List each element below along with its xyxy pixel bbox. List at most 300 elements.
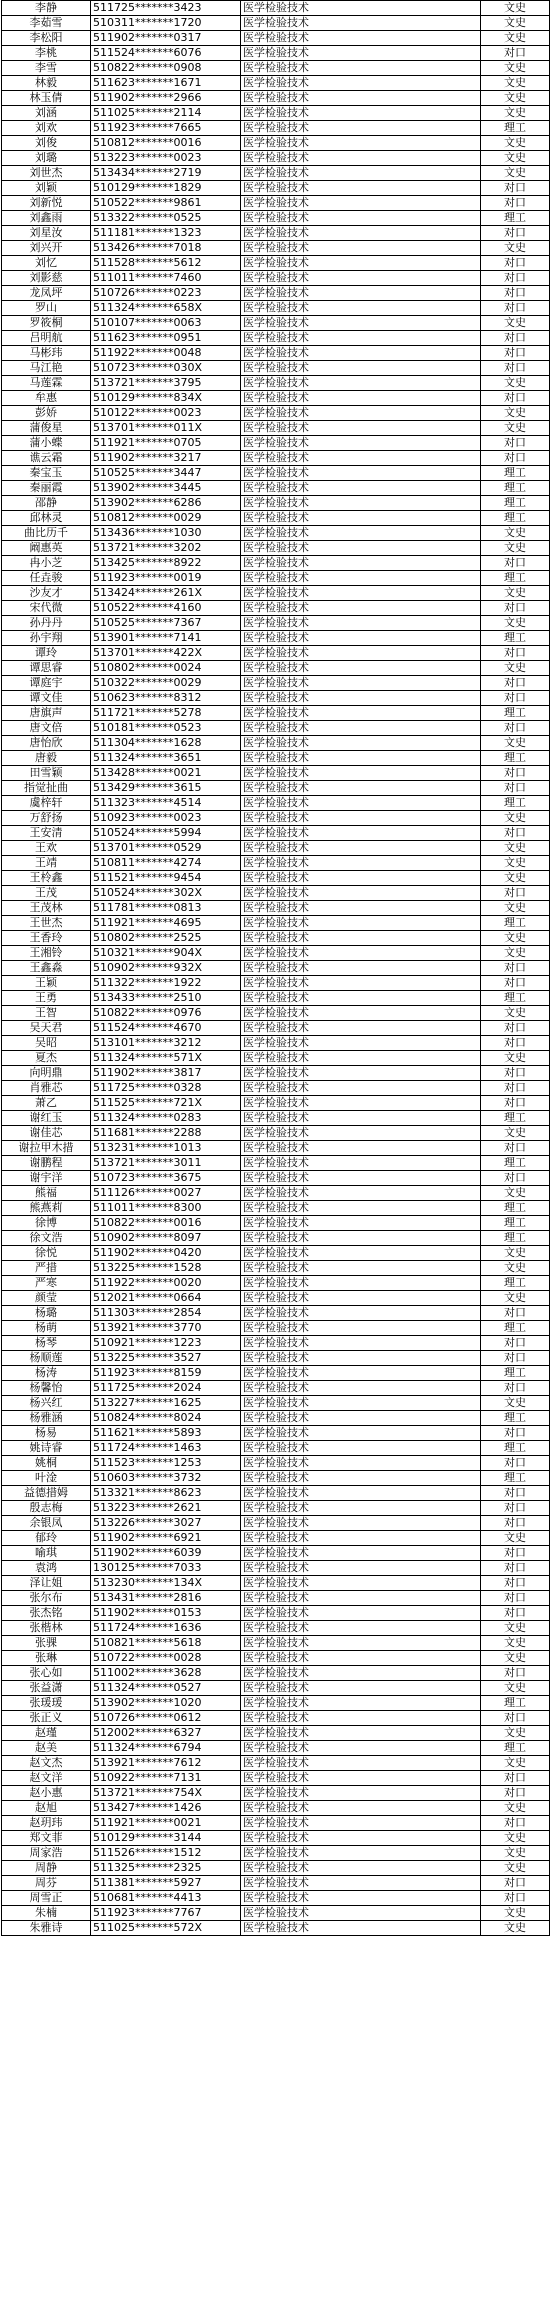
category-cell: 文史: [481, 541, 550, 556]
category-cell: 文史: [481, 1621, 550, 1636]
major-cell: 医学检验技术: [241, 1411, 481, 1426]
category-cell: 对口: [481, 331, 550, 346]
major-cell: 医学检验技术: [241, 1066, 481, 1081]
category-cell: 对口: [481, 961, 550, 976]
table-row: [2, 1126, 550, 1141]
student-table: [1, 0, 550, 1936]
category-cell: 理工: [481, 1411, 550, 1426]
major-cell: 医学检验技术: [241, 151, 481, 166]
id-number-cell: 510603*******3732: [91, 1471, 241, 1486]
table-row: [2, 976, 550, 991]
category-cell: 文史: [481, 1906, 550, 1921]
category-cell: 理工: [481, 1366, 550, 1381]
table-row: [2, 1201, 550, 1216]
id-number-cell: 510681*******4413: [91, 1891, 241, 1906]
table-row: [2, 1171, 550, 1186]
table-row: [2, 1801, 550, 1816]
table-row: [2, 346, 550, 361]
major-cell: 医学检验技术: [241, 1231, 481, 1246]
category-cell: 对口: [481, 1021, 550, 1036]
major-cell: 医学检验技术: [241, 1621, 481, 1636]
id-number-cell: 513921*******3770: [91, 1321, 241, 1336]
major-cell: 医学检验技术: [241, 916, 481, 931]
table-row: [2, 1051, 550, 1066]
id-number-cell: 513231*******1013: [91, 1141, 241, 1156]
major-cell: 医学检验技术: [241, 976, 481, 991]
id-number-cell: 511921*******4695: [91, 916, 241, 931]
student-name-cell: 王颖: [2, 976, 91, 991]
category-cell: 文史: [481, 931, 550, 946]
table-row: [2, 781, 550, 796]
table-row: [2, 946, 550, 961]
id-number-cell: 513721*******3795: [91, 376, 241, 391]
table-row: [2, 331, 550, 346]
table-row: [2, 1156, 550, 1171]
category-cell: 对口: [481, 1351, 550, 1366]
major-cell: 医学检验技术: [241, 721, 481, 736]
major-cell: 医学检验技术: [241, 31, 481, 46]
student-name-cell: 冉小芝: [2, 556, 91, 571]
major-cell: 医学检验技术: [241, 1486, 481, 1501]
student-name-cell: 吴昭: [2, 1036, 91, 1051]
category-cell: 对口: [481, 646, 550, 661]
student-name-cell: 田雪颖: [2, 766, 91, 781]
category-cell: 文史: [481, 1186, 550, 1201]
table-row: [2, 1531, 550, 1546]
category-cell: 对口: [481, 1891, 550, 1906]
student-name-cell: 熊福: [2, 1186, 91, 1201]
major-cell: 医学检验技术: [241, 481, 481, 496]
major-cell: 医学检验技术: [241, 661, 481, 676]
table-row: [2, 1471, 550, 1486]
major-cell: 医学检验技术: [241, 226, 481, 241]
id-number-cell: 513434*******2719: [91, 166, 241, 181]
id-number-cell: 510822*******0016: [91, 1216, 241, 1231]
student-name-cell: 宋代微: [2, 601, 91, 616]
student-name-cell: 赵旭: [2, 1801, 91, 1816]
category-cell: 对口: [481, 766, 550, 781]
student-name-cell: 王世杰: [2, 916, 91, 931]
id-number-cell: 510522*******9861: [91, 196, 241, 211]
student-name-cell: 刘涵: [2, 106, 91, 121]
id-number-cell: 513431*******2816: [91, 1591, 241, 1606]
student-name-cell: 谭庭宇: [2, 676, 91, 691]
major-cell: 医学检验技术: [241, 1, 481, 16]
student-name-cell: 任垚骏: [2, 571, 91, 586]
major-cell: 医学检验技术: [241, 241, 481, 256]
major-cell: 医学检验技术: [241, 1471, 481, 1486]
student-name-cell: 刘新悦: [2, 196, 91, 211]
category-cell: 对口: [481, 1486, 550, 1501]
table-row: [2, 556, 550, 571]
major-cell: 医学检验技术: [241, 1441, 481, 1456]
category-cell: 理工: [481, 496, 550, 511]
id-number-cell: 511623*******0951: [91, 331, 241, 346]
category-cell: 文史: [481, 1531, 550, 1546]
id-number-cell: 512002*******6327: [91, 1726, 241, 1741]
id-number-cell: 510181*******0523: [91, 721, 241, 736]
table-row: [2, 616, 550, 631]
major-cell: 医学检验技术: [241, 811, 481, 826]
student-name-cell: 王勇: [2, 991, 91, 1006]
table-row: [2, 1861, 550, 1876]
category-cell: 理工: [481, 511, 550, 526]
student-name-cell: 张正义: [2, 1711, 91, 1726]
table-row: [2, 406, 550, 421]
student-name-cell: 李雪: [2, 61, 91, 76]
id-number-cell: 511126*******0027: [91, 1186, 241, 1201]
category-cell: 对口: [481, 1546, 550, 1561]
student-name-cell: 朱楠: [2, 1906, 91, 1921]
id-number-cell: 513427*******1426: [91, 1801, 241, 1816]
id-number-cell: 511902*******3817: [91, 1066, 241, 1081]
id-number-cell: 510726*******0612: [91, 1711, 241, 1726]
major-cell: 医学检验技术: [241, 1156, 481, 1171]
student-name-cell: 曲比历千: [2, 526, 91, 541]
major-cell: 医学检验技术: [241, 796, 481, 811]
major-cell: 医学检验技术: [241, 586, 481, 601]
id-number-cell: 513721*******754X: [91, 1786, 241, 1801]
table-row: [2, 1846, 550, 1861]
category-cell: 文史: [481, 376, 550, 391]
category-cell: 文史: [481, 421, 550, 436]
major-cell: 医学检验技术: [241, 781, 481, 796]
student-name-cell: 唐怡欣: [2, 736, 91, 751]
table-row: [2, 1516, 550, 1531]
category-cell: 对口: [481, 1816, 550, 1831]
category-cell: 对口: [481, 256, 550, 271]
table-row: [2, 16, 550, 31]
category-cell: 对口: [481, 181, 550, 196]
category-cell: 对口: [481, 286, 550, 301]
category-cell: 对口: [481, 1306, 550, 1321]
table-row: [2, 1636, 550, 1651]
category-cell: 理工: [481, 1156, 550, 1171]
major-cell: 医学检验技术: [241, 646, 481, 661]
category-cell: 理工: [481, 1441, 550, 1456]
category-cell: 文史: [481, 1726, 550, 1741]
major-cell: 医学检验技术: [241, 601, 481, 616]
category-cell: 对口: [481, 301, 550, 316]
student-name-cell: 谭玲: [2, 646, 91, 661]
major-cell: 医学检验技术: [241, 1036, 481, 1051]
category-cell: 文史: [481, 316, 550, 331]
student-name-cell: 罗山: [2, 301, 91, 316]
student-name-cell: 王柃鑫: [2, 871, 91, 886]
student-name-cell: 马莲霖: [2, 376, 91, 391]
category-cell: 理工: [481, 121, 550, 136]
category-cell: 文史: [481, 1246, 550, 1261]
student-name-cell: 王鑫淼: [2, 961, 91, 976]
major-cell: 医学检验技术: [241, 1021, 481, 1036]
student-name-cell: 邱林灵: [2, 511, 91, 526]
table-row: [2, 931, 550, 946]
id-number-cell: 510311*******1720: [91, 16, 241, 31]
table-row: [2, 1561, 550, 1576]
table-row: [2, 1291, 550, 1306]
student-name-cell: 萧乙: [2, 1096, 91, 1111]
major-cell: 医学检验技术: [241, 1561, 481, 1576]
major-cell: 医学检验技术: [241, 316, 481, 331]
id-number-cell: 510623*******8312: [91, 691, 241, 706]
table-row: [2, 391, 550, 406]
table-row: [2, 196, 550, 211]
id-number-cell: 130125*******7033: [91, 1561, 241, 1576]
category-cell: 对口: [481, 1141, 550, 1156]
table-row: [2, 1711, 550, 1726]
major-cell: 医学检验技术: [241, 391, 481, 406]
table-row: [2, 1306, 550, 1321]
table-row: [2, 421, 550, 436]
major-cell: 医学检验技术: [241, 1711, 481, 1726]
major-cell: 医学检验技术: [241, 421, 481, 436]
major-cell: 医学检验技术: [241, 451, 481, 466]
id-number-cell: 510811*******4274: [91, 856, 241, 871]
student-name-cell: 赵美: [2, 1741, 91, 1756]
table-row: [2, 1681, 550, 1696]
major-cell: 医学检验技术: [241, 1726, 481, 1741]
major-cell: 医学检验技术: [241, 751, 481, 766]
category-cell: 理工: [481, 1231, 550, 1246]
id-number-cell: 510129*******3144: [91, 1831, 241, 1846]
major-cell: 医学检验技术: [241, 1171, 481, 1186]
table-row: [2, 916, 550, 931]
major-cell: 医学检验技术: [241, 1186, 481, 1201]
table-row: [2, 691, 550, 706]
id-number-cell: 513701*******422X: [91, 646, 241, 661]
category-cell: 对口: [481, 1606, 550, 1621]
id-number-cell: 511725*******3423: [91, 1, 241, 16]
major-cell: 医学检验技术: [241, 406, 481, 421]
id-number-cell: 511902*******0420: [91, 1246, 241, 1261]
id-number-cell: 511324*******6794: [91, 1741, 241, 1756]
id-number-cell: 510902*******932X: [91, 961, 241, 976]
category-cell: 对口: [481, 226, 550, 241]
student-name-cell: 杨兴红: [2, 1396, 91, 1411]
table-row: [2, 31, 550, 46]
student-name-cell: 刘忆: [2, 256, 91, 271]
id-number-cell: 513902*******6286: [91, 496, 241, 511]
id-number-cell: 510524*******302X: [91, 886, 241, 901]
major-cell: 医学检验技术: [241, 466, 481, 481]
id-number-cell: 513227*******1625: [91, 1396, 241, 1411]
id-number-cell: 511923*******8159: [91, 1366, 241, 1381]
category-cell: 文史: [481, 736, 550, 751]
id-number-cell: 510822*******0976: [91, 1006, 241, 1021]
major-cell: 医学检验技术: [241, 1051, 481, 1066]
category-cell: 对口: [481, 1786, 550, 1801]
major-cell: 医学检验技术: [241, 1786, 481, 1801]
major-cell: 医学检验技术: [241, 1501, 481, 1516]
id-number-cell: 511303*******2854: [91, 1306, 241, 1321]
student-name-cell: 张尔布: [2, 1591, 91, 1606]
table-row: [2, 1216, 550, 1231]
student-name-cell: 张瑗瑗: [2, 1696, 91, 1711]
table-row: [2, 1381, 550, 1396]
table-row: [2, 256, 550, 271]
id-number-cell: 513426*******7018: [91, 241, 241, 256]
student-name-cell: 龙凤坪: [2, 286, 91, 301]
major-cell: 医学检验技术: [241, 1126, 481, 1141]
major-cell: 医学检验技术: [241, 1201, 481, 1216]
table-row: [2, 1921, 550, 1936]
id-number-cell: 511623*******1671: [91, 76, 241, 91]
major-cell: 医学检验技术: [241, 256, 481, 271]
id-number-cell: 511725*******2024: [91, 1381, 241, 1396]
id-number-cell: 511524*******6076: [91, 46, 241, 61]
id-number-cell: 510525*******7367: [91, 616, 241, 631]
category-cell: 文史: [481, 1921, 550, 1936]
table-row: [2, 1816, 550, 1831]
table-row: [2, 1441, 550, 1456]
category-cell: 对口: [481, 1096, 550, 1111]
student-name-cell: 肖雅芯: [2, 1081, 91, 1096]
id-number-cell: 510822*******0908: [91, 61, 241, 76]
category-cell: 文史: [481, 166, 550, 181]
student-name-cell: 杨顺莲: [2, 1351, 91, 1366]
major-cell: 医学检验技术: [241, 1831, 481, 1846]
id-number-cell: 513225*******3527: [91, 1351, 241, 1366]
table-row: [2, 361, 550, 376]
table-row: [2, 1741, 550, 1756]
category-cell: 文史: [481, 1291, 550, 1306]
student-name-cell: 谭文佳: [2, 691, 91, 706]
category-cell: 对口: [481, 976, 550, 991]
table-row: [2, 511, 550, 526]
major-cell: 医学检验技术: [241, 1801, 481, 1816]
category-cell: 理工: [481, 916, 550, 931]
student-name-cell: 万舒扬: [2, 811, 91, 826]
student-name-cell: 郑文菲: [2, 1831, 91, 1846]
student-name-cell: 刘鑫雨: [2, 211, 91, 226]
table-row: [2, 1186, 550, 1201]
category-cell: 理工: [481, 571, 550, 586]
id-number-cell: 510812*******0016: [91, 136, 241, 151]
student-name-cell: 李松阳: [2, 31, 91, 46]
major-cell: 医学检验技术: [241, 691, 481, 706]
major-cell: 医学检验技术: [241, 631, 481, 646]
id-number-cell: 511322*******1922: [91, 976, 241, 991]
student-name-cell: 蒲小蝶: [2, 436, 91, 451]
id-number-cell: 513226*******3027: [91, 1516, 241, 1531]
student-name-cell: 王安清: [2, 826, 91, 841]
id-number-cell: 510107*******0063: [91, 316, 241, 331]
major-cell: 医学检验技术: [241, 961, 481, 976]
category-cell: 文史: [481, 841, 550, 856]
table-row: [2, 1276, 550, 1291]
category-cell: 文史: [481, 1861, 550, 1876]
id-number-cell: 511523*******1253: [91, 1456, 241, 1471]
student-name-cell: 王茂林: [2, 901, 91, 916]
major-cell: 医学检验技术: [241, 706, 481, 721]
category-cell: 对口: [481, 1501, 550, 1516]
student-name-cell: 谢拉甲木措: [2, 1141, 91, 1156]
student-name-cell: 王香玲: [2, 931, 91, 946]
id-number-cell: 510129*******1829: [91, 181, 241, 196]
id-number-cell: 510525*******3447: [91, 466, 241, 481]
major-cell: 医学检验技术: [241, 1636, 481, 1651]
student-name-cell: 杨萌: [2, 1321, 91, 1336]
major-cell: 医学检验技术: [241, 436, 481, 451]
table-row: [2, 856, 550, 871]
student-name-cell: 周芬: [2, 1876, 91, 1891]
student-name-cell: 泽让姐: [2, 1576, 91, 1591]
category-cell: 文史: [481, 151, 550, 166]
major-cell: 医学检验技术: [241, 286, 481, 301]
table-row: [2, 376, 550, 391]
major-cell: 医学检验技术: [241, 1141, 481, 1156]
category-cell: 文史: [481, 1681, 550, 1696]
id-number-cell: 511325*******2325: [91, 1861, 241, 1876]
student-name-cell: 孙丹丹: [2, 616, 91, 631]
category-cell: 对口: [481, 271, 550, 286]
category-cell: 文史: [481, 91, 550, 106]
major-cell: 医学检验技术: [241, 1321, 481, 1336]
table-row: [2, 481, 550, 496]
student-name-cell: 严措: [2, 1261, 91, 1276]
table-row: [2, 166, 550, 181]
id-number-cell: 511922*******0020: [91, 1276, 241, 1291]
major-cell: 医学检验技术: [241, 1771, 481, 1786]
table-row: [2, 1, 550, 16]
major-cell: 医学检验技术: [241, 76, 481, 91]
category-cell: 文史: [481, 61, 550, 76]
student-name-cell: 谭思睿: [2, 661, 91, 676]
table-row: [2, 736, 550, 751]
table-row: [2, 1906, 550, 1921]
table-row: [2, 1651, 550, 1666]
id-number-cell: 510723*******030X: [91, 361, 241, 376]
student-name-cell: 刘星汝: [2, 226, 91, 241]
major-cell: 医学检验技术: [241, 1351, 481, 1366]
student-name-cell: 孙宇翔: [2, 631, 91, 646]
category-cell: 理工: [481, 1696, 550, 1711]
table-row: [2, 826, 550, 841]
id-number-cell: 510902*******8097: [91, 1231, 241, 1246]
student-name-cell: 唐毅: [2, 751, 91, 766]
id-number-cell: 511526*******1512: [91, 1846, 241, 1861]
category-cell: 对口: [481, 1336, 550, 1351]
id-number-cell: 513424*******261X: [91, 586, 241, 601]
category-cell: 文史: [481, 526, 550, 541]
student-name-cell: 唐旗声: [2, 706, 91, 721]
table-row: [2, 1411, 550, 1426]
major-cell: 医学检验技术: [241, 1531, 481, 1546]
category-cell: 对口: [481, 676, 550, 691]
id-number-cell: 511381*******5927: [91, 1876, 241, 1891]
category-cell: 对口: [481, 721, 550, 736]
student-name-cell: 林玉倩: [2, 91, 91, 106]
table-row: [2, 751, 550, 766]
id-number-cell: 510921*******1223: [91, 1336, 241, 1351]
table-row: [2, 136, 550, 151]
id-number-cell: 511324*******0283: [91, 1111, 241, 1126]
major-cell: 医学检验技术: [241, 1681, 481, 1696]
student-name-cell: 吕明航: [2, 331, 91, 346]
id-number-cell: 511324*******571X: [91, 1051, 241, 1066]
student-name-cell: 刘璐: [2, 151, 91, 166]
major-cell: 医学检验技术: [241, 346, 481, 361]
id-number-cell: 513902*******3445: [91, 481, 241, 496]
major-cell: 医学检验技术: [241, 46, 481, 61]
id-number-cell: 511781*******0813: [91, 901, 241, 916]
student-name-cell: 刘俊: [2, 136, 91, 151]
category-cell: 对口: [481, 1381, 550, 1396]
table-row: [2, 91, 550, 106]
student-name-cell: 赵文洋: [2, 1771, 91, 1786]
student-name-cell: 袁鸿: [2, 1561, 91, 1576]
student-name-cell: 邵静: [2, 496, 91, 511]
